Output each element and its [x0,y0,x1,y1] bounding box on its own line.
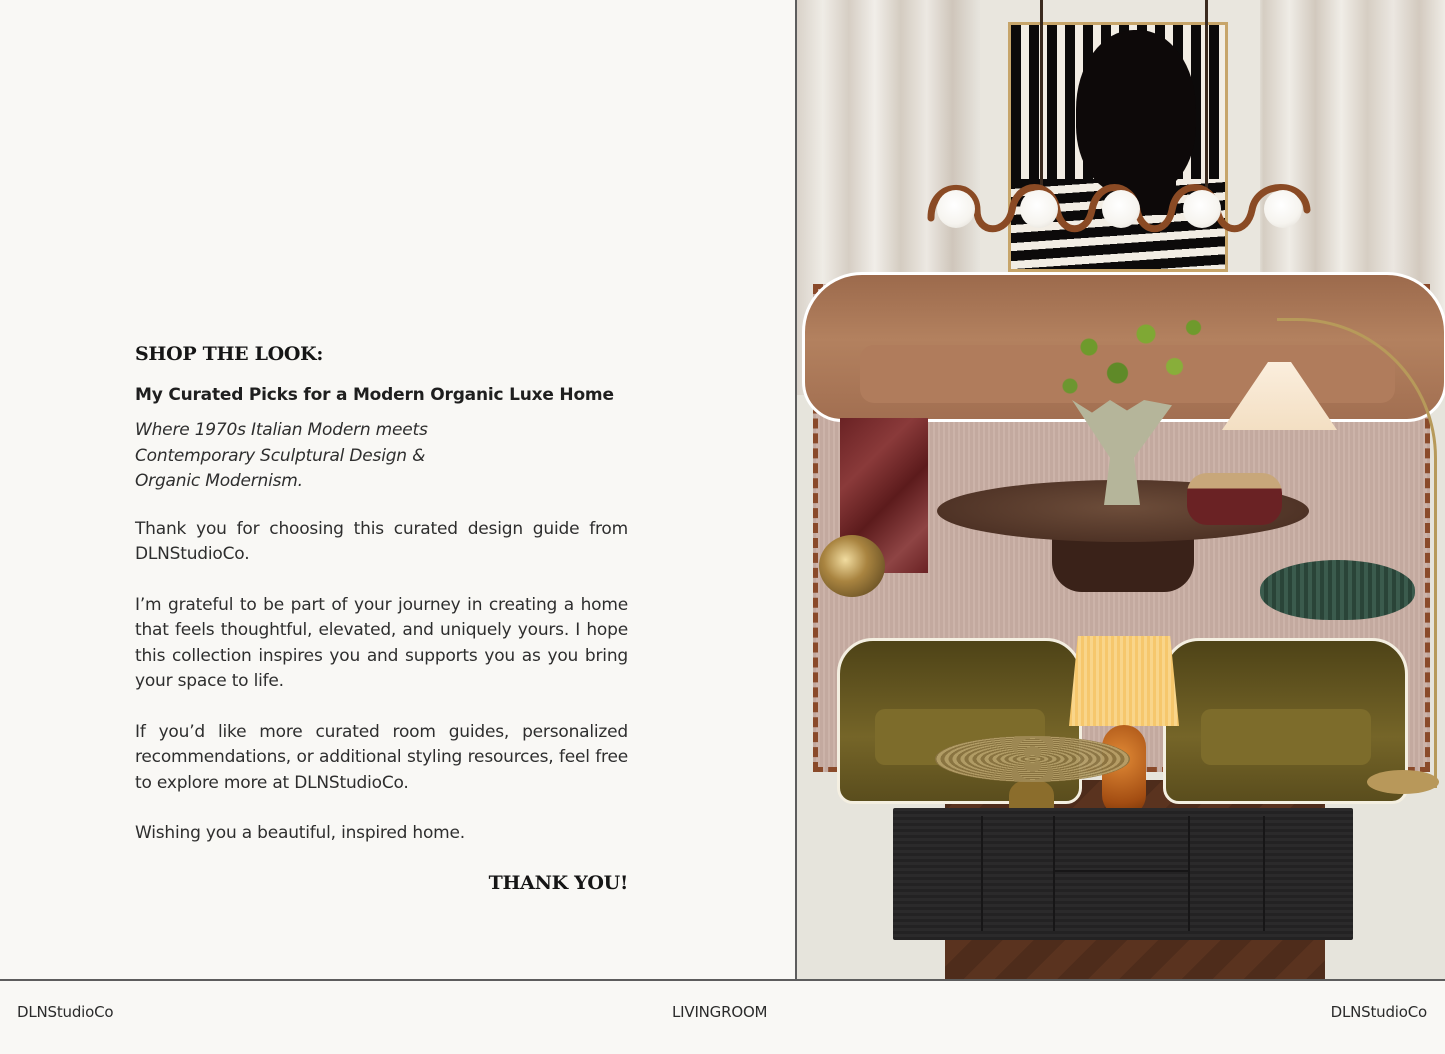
section-subheading: My Curated Picks for a Modern Organic Luxe Home [135,385,614,405]
floor-lamp-base [1367,770,1439,794]
style-tagline [135,418,628,495]
thank-you-paragraph: Thank you for choosing this curated design guide from DLNStudioCo. [135,518,628,564]
closing-thank-you: THANK YOU! [488,871,628,894]
footer [0,981,1445,1054]
greenery-image [1032,295,1222,425]
footer-brand-left: DLNStudioCo [17,1003,114,1021]
pendant-globe [1183,190,1221,228]
pendant-globe [1102,190,1140,228]
coaster-set-image [1187,473,1282,525]
wishes-paragraph: Wishing you a beautiful, inspired home. [135,823,466,843]
pendant-rod [1040,0,1043,190]
pendant-globe [1020,190,1058,228]
section-heading: SHOP THE LOOK: [135,343,324,365]
tagline-line: Where 1970s Italian Modern meets [135,420,428,440]
moodboard-collage [797,0,1445,979]
brass-sphere-image [819,535,885,597]
amber-glass-bowl-image [935,736,1130,782]
footer-section-label: LIVINGROOM [672,1003,768,1021]
tagline-line: Contemporary Sculptural Design & [135,445,426,466]
tagline-line: Organic Modernism. [135,471,303,491]
table-lamp-shade-image [1069,636,1179,726]
page-divider-vertical [795,0,797,981]
pendant-globe [1264,190,1302,228]
resources-paragraph: If you’d like more curated room guides, personalized recommendations, or additional styling resources, feel free to explore more at DLNStudioCo. [135,721,628,793]
gratitude-paragraph: I’m grateful to be part of your journey in creating a home that feels thoughtful, elevated, and uniquely yours. I hope this collection inspires you and supports you as you bring your space to life. [135,594,628,691]
footer-brand-right: DLNStudioCo [1330,1003,1427,1021]
pendant-globe [937,190,975,228]
pendant-rod [1205,0,1208,190]
sideboard-image [893,808,1353,940]
shop-the-look-section [135,340,628,894]
